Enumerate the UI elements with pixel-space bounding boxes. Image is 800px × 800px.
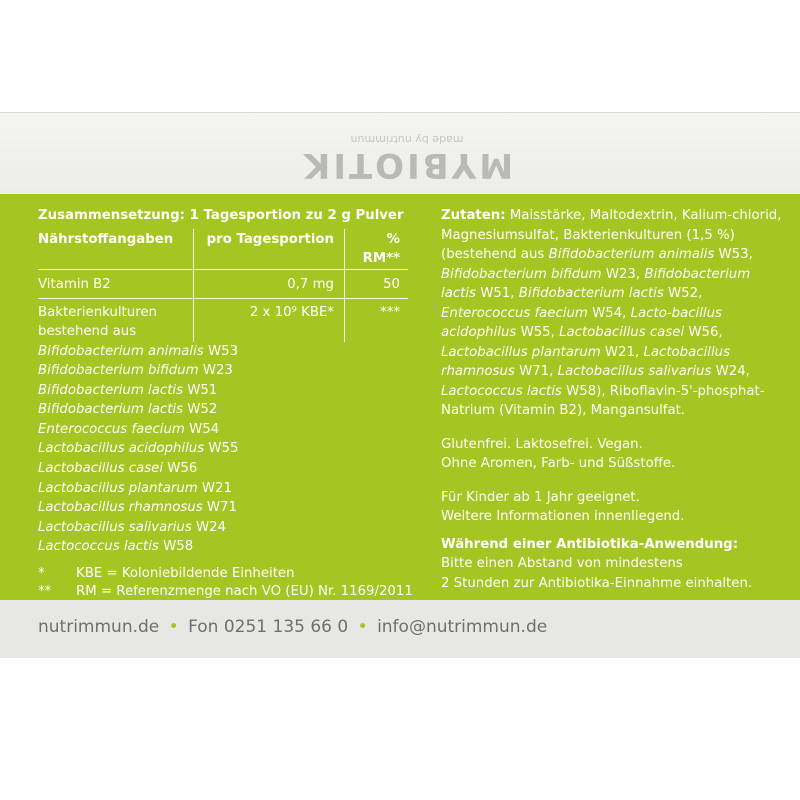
ingredient-text: W55, — [516, 325, 560, 340]
ingredient-species: Bifidobacterium lactis — [518, 286, 664, 301]
row-amount: 2 x 10⁹ KBE* — [194, 298, 345, 342]
table-row — [38, 298, 408, 342]
strain-item — [38, 342, 416, 362]
strain-code: W58 — [158, 539, 194, 555]
ingredient-text: W56, — [684, 325, 723, 340]
strain-item — [38, 361, 416, 381]
ingredients-label: Zutaten: — [441, 208, 506, 223]
strain-species: Bifidobacterium bifidum — [38, 363, 199, 379]
strain-species: Lactobacillus casei — [38, 461, 164, 477]
header-rm: % RM** — [345, 229, 409, 270]
ingredient-species: Bifidobacterium lactis — [441, 266, 751, 301]
strain-item — [38, 439, 416, 459]
ingredient-text: W23, — [601, 266, 645, 282]
footnote-mark: * — [38, 566, 45, 582]
strain-item — [38, 420, 416, 440]
brand-logo — [262, 128, 552, 184]
ingredient-text: W58), Riboflavin-5'-phosphat-Natrium (Vitamin B2), Mangansulfat. — [441, 383, 765, 418]
header-per-portion: pro Tagesportion — [194, 229, 345, 270]
strain-code: W52 — [183, 402, 218, 418]
table-row — [38, 269, 408, 298]
logo-tagline: made by nutrimmun — [350, 133, 464, 146]
age-line-2: Weitere Informationen innenliegend. — [441, 509, 685, 524]
strain-code: W24 — [191, 519, 227, 535]
strain-code: W53 — [203, 343, 239, 359]
strain-species: Lactobacillus salivarius — [38, 519, 192, 535]
antibiotic-line-1: Bitte einen Abstand von mindestens — [441, 556, 683, 571]
footnote-text: KBE = Koloniebildende Einheiten — [76, 566, 295, 582]
separator-dot: • — [357, 617, 368, 637]
row-name: Bakterienkulturen bestehend aus — [38, 298, 194, 342]
header-nutrients: Nährstoffangaben — [38, 229, 194, 270]
ingredient-text: W24, — [711, 364, 750, 379]
email-text: info@nutrimmun.de — [377, 617, 548, 637]
strain-species: Bifidobacterium animalis — [38, 343, 204, 359]
ingredient-text: W21, — [600, 344, 644, 360]
strain-species: Bifidobacterium lactis — [38, 382, 184, 398]
free-from-line-1: Glutenfrei. Laktosefrei. Vegan. — [441, 436, 643, 452]
strain-code: W54 — [184, 421, 220, 437]
phone-text: Fon 0251 135 66 0 — [188, 617, 349, 637]
ingredient-species: Bifidobacterium bifidum — [441, 266, 602, 282]
row-rm: *** — [380, 304, 400, 320]
strain-item — [38, 459, 416, 479]
ingredients-column — [441, 206, 786, 593]
strain-species: Lactobacillus plantarum — [38, 480, 198, 496]
strain-list — [38, 342, 416, 558]
contact-line — [38, 617, 547, 637]
strain-item — [38, 479, 416, 499]
antibiotic-line-2: 2 Stunden zur Antibiotika-Einnahme einhalten. — [441, 575, 753, 591]
ingredient-text: Maisstärke, Maltodextrin, Kalium-chlorid, Magnesiumsulfat, Bakterienkulturen (1,5 %) (bestehend aus — [441, 208, 782, 262]
ingredient-species: Lactobacillus rhamnosus — [441, 344, 731, 379]
age-line-1: Für Kinder ab 1 Jahr geeignet. — [441, 489, 640, 505]
ingredient-species: Enterococcus faecium — [441, 305, 588, 321]
footnote-text: RM = Referenzmenge nach VO (EU) Nr. 1169/2011 — [76, 583, 413, 599]
strain-species: Lactococcus lactis — [38, 539, 159, 555]
separator-dot: • — [168, 617, 179, 637]
footnote-item — [38, 565, 416, 583]
row-amount: 0,7 mg — [194, 269, 345, 298]
ingredient-text: W71, — [514, 364, 558, 379]
ingredient-species: Lactococcus lactis — [441, 383, 562, 399]
strain-item — [38, 400, 416, 420]
nutrition-table-header — [38, 229, 408, 270]
ingredient-species: Lactobacillus plantarum — [441, 344, 601, 360]
strain-species: Lactobacillus acidophilus — [38, 441, 205, 457]
strain-item — [38, 518, 416, 538]
antibiotic-heading: Während einer Antibiotika-Anwendung: — [441, 536, 739, 552]
strain-item — [38, 381, 416, 401]
ingredient-species: Lacto-bacillus acidophilus — [441, 305, 722, 340]
ingredient-species: Lactobacillus casei — [559, 325, 685, 340]
strain-species: Bifidobacterium lactis — [38, 402, 184, 418]
logo-wordmark: MYBIOTIK — [300, 145, 514, 185]
strain-code: W21 — [197, 480, 232, 496]
ingredient-text: W53, — [714, 247, 753, 262]
composition-column — [38, 206, 416, 618]
website-text: nutrimmun.de — [38, 617, 160, 637]
footnote-mark: ** — [38, 583, 52, 599]
white-background — [0, 658, 800, 800]
strain-species: Enterococcus faecium — [38, 421, 185, 437]
ingredient-text: W51, — [476, 286, 519, 301]
ingredients-text — [441, 206, 786, 421]
strain-code: W71 — [202, 500, 237, 516]
ingredient-species: Bifidobacterium animalis — [548, 247, 715, 262]
nutrition-table — [38, 229, 408, 342]
footnote-item — [38, 583, 416, 601]
strain-item — [38, 537, 416, 557]
strain-code: W56 — [163, 461, 198, 477]
free-from-line-2: Ohne Aromen, Farb- und Süßstoffe. — [441, 456, 676, 471]
strain-code: W51 — [183, 382, 218, 398]
composition-heading: Zusammensetzung: 1 Tagesportion zu 2 g Pulver — [38, 208, 404, 223]
strain-species: Lactobacillus rhamnosus — [38, 500, 203, 516]
ingredient-species: Lactobacillus salivarius — [557, 364, 712, 379]
strain-code: W23 — [198, 363, 233, 379]
ingredient-text: W52, — [663, 286, 703, 301]
contact-footer — [0, 600, 800, 658]
row-rm: 50 — [345, 269, 409, 298]
strain-code: W55 — [204, 441, 239, 457]
strain-item — [38, 498, 416, 518]
ingredients-list — [441, 208, 781, 418]
row-name: Vitamin B2 — [38, 269, 194, 298]
ingredient-text: W54, — [587, 305, 631, 321]
